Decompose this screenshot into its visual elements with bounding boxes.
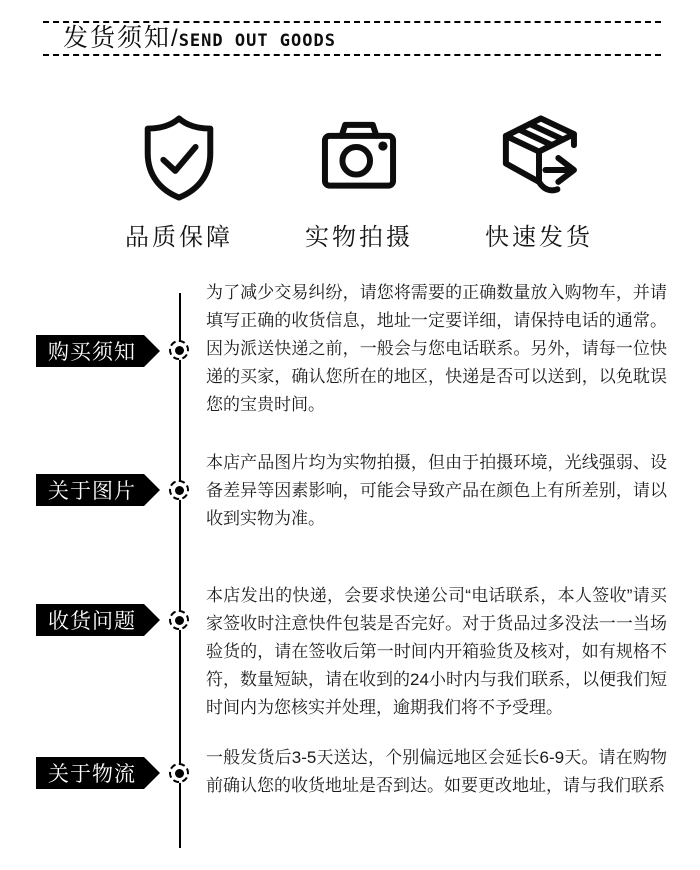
timeline-bullet-4 bbox=[169, 763, 189, 783]
header-title-chinese: 发货须知 bbox=[63, 24, 172, 52]
camera-icon bbox=[313, 112, 405, 204]
page-header bbox=[43, 21, 661, 56]
header-separator: / bbox=[171, 25, 178, 52]
section-text-about-logistics: 一般发货后3-5天送达，个别偏远地区会延长6-9天。请在购物前确认您的收货地址是否到达。如要更改地址，请与我们联系 bbox=[206, 748, 667, 795]
bullet-dot bbox=[175, 769, 184, 778]
section-tag-label: 关于物流 bbox=[48, 763, 136, 786]
section-text-receiving-issues: 本店发出的快递，会要求快递公司“电话联系，本人签收”请买家签收时注意快件包装是否完好。对于货品过多没法一一当场验货的，请在签收后第一时间内开箱验货及核对，如有规格不符，数量短缺，请在收到的24小时内与我们联系，以便我们短时间内为您核实并处理，逾期我们将不予受理。 bbox=[206, 586, 667, 717]
section-tag-receiving-issues bbox=[36, 604, 144, 636]
timeline-bullet-2 bbox=[169, 480, 189, 500]
section-tag-label: 购买须知 bbox=[48, 341, 136, 364]
feature-quality-guarantee bbox=[99, 112, 259, 252]
bullet-dot bbox=[175, 616, 184, 625]
section-text-about-pictures: 本店产品图片均为实物拍摄，但由于拍摄环境，光线强弱、设备差异等因素影响，可能会导致产品在颜色上有所差别，请以收到实物为准。 bbox=[206, 453, 667, 528]
shipping-box-icon bbox=[493, 112, 585, 204]
feature-label-photos: 实物拍摄 bbox=[305, 224, 413, 251]
section-tag-about-pictures bbox=[36, 474, 144, 506]
shield-check-icon bbox=[133, 112, 225, 204]
bullet-dot bbox=[175, 486, 184, 495]
header-title-english: SEND OUT GOODS bbox=[178, 31, 336, 51]
section-tag-about-logistics bbox=[36, 757, 144, 789]
section-tag-purchase-notice bbox=[36, 335, 144, 367]
timeline-bullet-3 bbox=[169, 610, 189, 630]
section-tag-label: 关于图片 bbox=[48, 480, 136, 503]
feature-label-shipping: 快速发货 bbox=[485, 224, 593, 251]
feature-real-photos bbox=[279, 112, 439, 252]
feature-fast-shipping bbox=[459, 112, 619, 252]
section-tag-label: 收货问题 bbox=[48, 610, 136, 633]
timeline-bullet-1 bbox=[169, 340, 189, 360]
feature-badges-row bbox=[99, 112, 619, 252]
bullet-dot bbox=[175, 346, 184, 355]
section-text-purchase-notice: 为了减少交易纠纷，请您将需要的正确数量放入购物车，并请填写正确的收货信息，地址一定要详细，请保持电话的通常。因为派送快递之前，一般会与您电话联系。另外，请每一位快递的买家，确认您所在的地区，快递是否可以送到，以免耽误您的宝贵时间。 bbox=[206, 283, 667, 414]
feature-label-quality: 品质保障 bbox=[125, 224, 233, 251]
